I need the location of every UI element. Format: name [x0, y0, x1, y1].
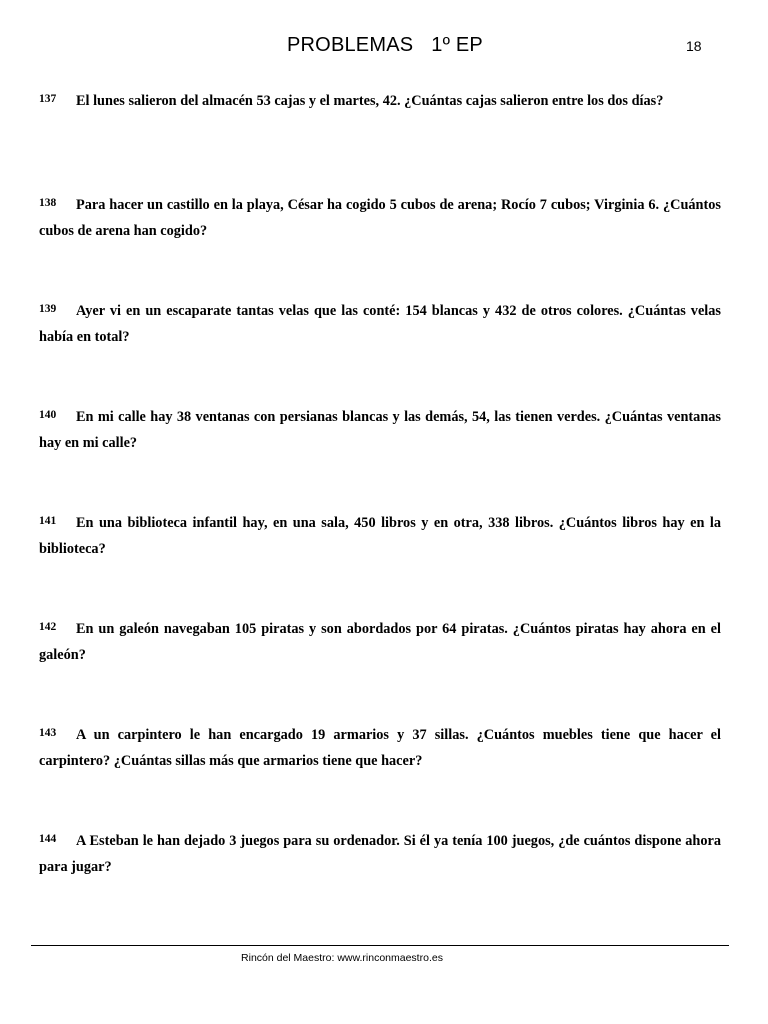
problem-number: 143	[39, 727, 57, 739]
problem-144	[39, 826, 721, 880]
footer-text: Rincón del Maestro: www.rinconmaestro.es	[241, 952, 443, 964]
title-text: PROBLEMAS	[287, 34, 414, 56]
problem-138	[39, 190, 721, 244]
problem-141	[39, 508, 721, 562]
problem-text: A Esteban le han dejado 3 juegos para su ordenador. Si él ya tenía 100 juegos, ¿de cuántos dispone ahora para jugar?	[39, 833, 721, 875]
problem-143	[39, 720, 721, 774]
problem-text: En un galeón navegaban 105 piratas y son abordados por 64 piratas. ¿Cuántos piratas hay ahora en el galeón?	[39, 621, 721, 663]
problem-number: 137	[39, 93, 57, 105]
problem-text: A un carpintero le han encargado 19 armarios y 37 sillas. ¿Cuántos muebles tiene que hacer el carpintero? ¿Cuántas sillas más que armarios tiene que hacer?	[39, 727, 721, 769]
page-number: 18	[686, 38, 702, 54]
problem-text: Ayer vi en un escaparate tantas velas que las conté: 154 blancas y 432 de otros colores. ¿Cuántas velas había en total?	[39, 303, 721, 345]
problem-number: 138	[39, 197, 57, 209]
title-level: 1º EP	[431, 34, 483, 56]
problem-text: En una biblioteca infantil hay, en una sala, 450 libros y en otra, 338 libros. ¿Cuántos libros hay en la biblioteca?	[39, 515, 721, 557]
problem-140	[39, 402, 721, 456]
problem-137	[39, 86, 721, 114]
page-title	[287, 34, 483, 57]
problem-text: En mi calle hay 38 ventanas con persianas blancas y las demás, 54, las tienen verdes. ¿Cuántas ventanas hay en mi calle?	[39, 409, 721, 451]
problem-number: 139	[39, 303, 57, 315]
problem-142	[39, 614, 721, 668]
problem-number: 140	[39, 409, 57, 421]
footer-divider	[31, 945, 729, 946]
problem-number: 142	[39, 621, 57, 633]
problem-139	[39, 296, 721, 350]
problem-text: El lunes salieron del almacén 53 cajas y el martes, 42. ¿Cuántas cajas salieron entre los dos días?	[76, 93, 664, 109]
problem-number: 141	[39, 515, 57, 527]
problem-text: Para hacer un castillo en la playa, César ha cogido 5 cubos de arena; Rocío 7 cubos; Virginia 6. ¿Cuántos cubos de arena han cogido?	[39, 197, 721, 239]
problem-number: 144	[39, 833, 57, 845]
page-header	[0, 34, 768, 64]
